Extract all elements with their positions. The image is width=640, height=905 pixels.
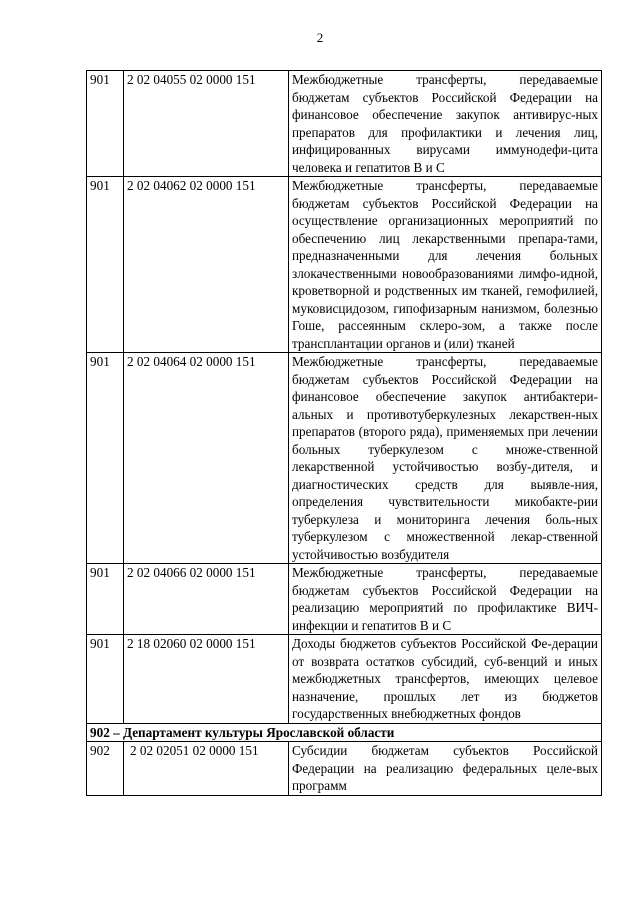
description-cell: Доходы бюджетов субъектов Российской Фе-дерации от возврата остатков субсидий, суб-венций и иных межбюджетных трансфертов, имеющих целевое назначение, прошлых лет из бюджетов государственных внебюджетных фондов [289,635,602,724]
table-row [87,71,602,177]
description-cell: Межбюджетные трансферты, передаваемые бюджетам субъектов Российской Федерации на реализацию мероприятий по профилактике ВИЧ-инфекции и гепатитов В и С [289,564,602,635]
revenue-code-cell: 2 18 02060 02 0000 151 [124,635,289,724]
section-header-row [87,723,602,742]
budget-classification-table [86,70,602,796]
page-number: 2 [316,30,324,45]
table-row [87,635,602,724]
description-cell: Межбюджетные трансферты, передаваемые бюджетам субъектов Российской Федерации на финансовое обеспечение закупок антивирус-ных препаратов для профилактики и лечения лиц, инфицированных вирусами иммунодефи-цита человека и гепатитов В и С [289,71,602,177]
description-cell: Субсидии бюджетам субъектов Российской Федерации на реализацию федеральных целе-вых программ [289,742,602,796]
section-header: 902 – Департамент культуры Ярославской области [87,723,602,742]
revenue-code-cell: 2 02 04064 02 0000 151 [124,353,289,564]
description-cell: Межбюджетные трансферты, передаваемые бюджетам субъектов Российской Федерации на финансовое обеспечение закупок антибактери-альных и противотуберкулезных лекарствен-ных препаратов (второго ряда), применяемых при лечении больных туберкулезом с множе-ственной лекарственной устойчивостью возбу-дителя, и диагностических средств для выявле-ния, определения чувствительности микобакте-рии туберкулеза и мониторинга лечения боль-ных туберкулезом с множественной лекар-ственной устойчивостью возбудителя [289,353,602,564]
admin-code-cell: 901 [87,564,124,635]
table-row [87,353,602,564]
revenue-code-cell: 2 02 04066 02 0000 151 [124,564,289,635]
admin-code-cell: 902 [87,742,124,796]
admin-code-cell: 901 [87,177,124,353]
admin-code-cell: 901 [87,635,124,724]
admin-code-cell: 901 [87,353,124,564]
revenue-code-cell: 2 02 02051 02 0000 151 [124,742,289,796]
description-cell: Межбюджетные трансферты, передаваемые бюджетам субъектов Российской Федерации на осуществление организационных мероприятий по обеспечению лиц лекарственными препара-тами, предназначенными для лечения больных злокачественными новообразованиями лимфо-идной, кроветворной и родственных им тканей, гемофилией, муковисцидозом, гипофизарным нанизмом, болезнью Гоше, рассеянным склеро-зом, а также после трансплантации органов и (или) тканей [289,177,602,353]
table-row [87,564,602,635]
table-row [87,177,602,353]
revenue-code-cell: 2 02 04062 02 0000 151 [124,177,289,353]
admin-code-cell: 901 [87,71,124,177]
table-row [87,742,602,796]
revenue-code-cell: 2 02 04055 02 0000 151 [124,71,289,177]
